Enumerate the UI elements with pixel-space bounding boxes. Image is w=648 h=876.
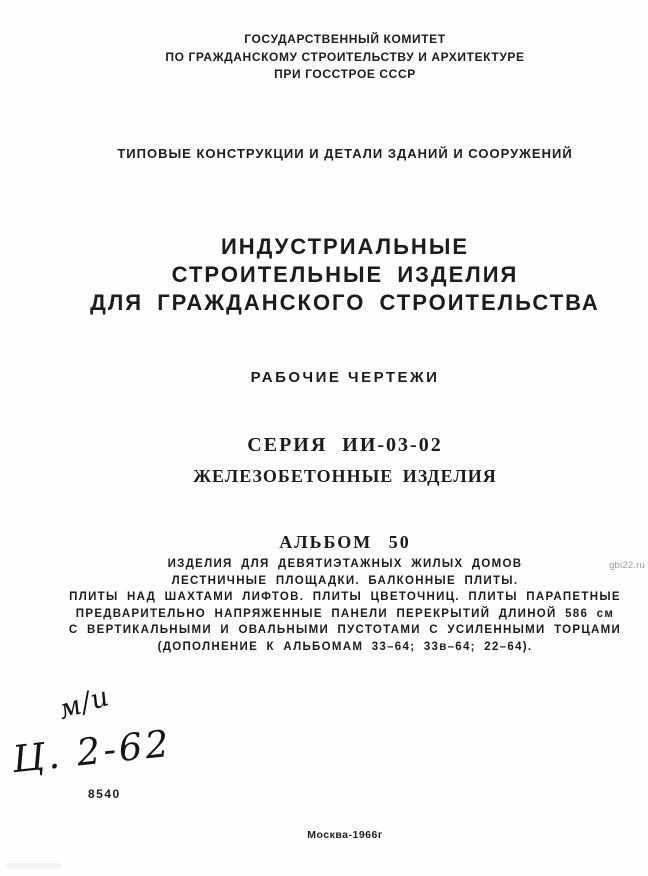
title-line: ИНДУСТРИАЛЬНЫЕ bbox=[220, 234, 470, 259]
org-line: ПРИ ГОССТРОЕ СССР bbox=[274, 67, 416, 81]
imprint-city-year: Москва-1966г bbox=[307, 829, 383, 841]
description-line: ИЗДЕЛИЯ ДЛЯ ДЕВЯТИЭТАЖНЫХ ЖИЛЫХ ДОМОВ bbox=[167, 558, 523, 570]
title-line: СТРОИТЕЛЬНЫЕ ИЗДЕЛИЯ bbox=[171, 262, 519, 287]
series-subject: ЖЕЛЕЗОБЕТОННЫЕ ИЗДЕЛИЯ bbox=[193, 466, 497, 486]
description-line: ЛЕСТНИЧНЫЕ ПЛОЩАДКИ. БАЛКОННЫЕ ПЛИТЫ. bbox=[171, 574, 519, 587]
title-line: ДЛЯ ГРАЖДАНСКОГО СТРОИТЕЛЬСТВА bbox=[90, 290, 600, 315]
page-title bbox=[42, 233, 648, 317]
series-number: СЕРИЯ ИИ-03-02 bbox=[247, 434, 443, 456]
print-order-number: 8540 bbox=[88, 787, 121, 801]
faint-corner-smudge bbox=[6, 863, 62, 869]
album-description bbox=[42, 556, 648, 656]
description-line: (ДОПОЛНЕНИЕ К АЛЬБОМАМ 33–64; 33в–64; 22–64). bbox=[157, 640, 533, 653]
site-watermark: gbi22.ru bbox=[609, 560, 645, 571]
series-caption: ТИПОВЫЕ КОНСТРУКЦИИ И ДЕТАЛИ ЗДАНИЙ И СООРУЖЕНИЙ bbox=[117, 146, 573, 161]
album-heading: АЛЬБОМ 50 bbox=[279, 532, 411, 552]
working-drawings-label: РАБОЧИЕ ЧЕРТЕЖИ bbox=[250, 369, 440, 386]
org-line: ПО ГРАЖДАНСКОМУ СТРОИТЕЛЬСТВУ И АРХИТЕКТУРЕ bbox=[165, 49, 525, 64]
issuing-organization bbox=[42, 31, 648, 84]
handwritten-price: Ц. 2-62 bbox=[10, 721, 174, 782]
description-line: ПРЕДВАРИТЕЛЬНО НАПРЯЖЕННЫЕ ПАНЕЛИ ПЕРЕКРЫТИЙ ДЛИНОЙ 586 см bbox=[75, 607, 615, 620]
description-line: С ВЕРТИКАЛЬНЫМИ И ОВАЛЬНЫМИ ПУСТОТАМИ С УСИЛЕННЫМИ ТОРЦАМИ bbox=[68, 624, 622, 637]
org-line: ГОСУДАРСТВЕННЫЙ КОМИТЕТ bbox=[244, 32, 446, 46]
description-line: ПЛИТЫ НАД ШАХТАМИ ЛИФТОВ. ПЛИТЫ ЦВЕТОЧНИЦ. ПЛИТЫ ПАРАПЕТНЫЕ bbox=[69, 591, 621, 604]
handwritten-mark: м/и bbox=[54, 681, 114, 726]
